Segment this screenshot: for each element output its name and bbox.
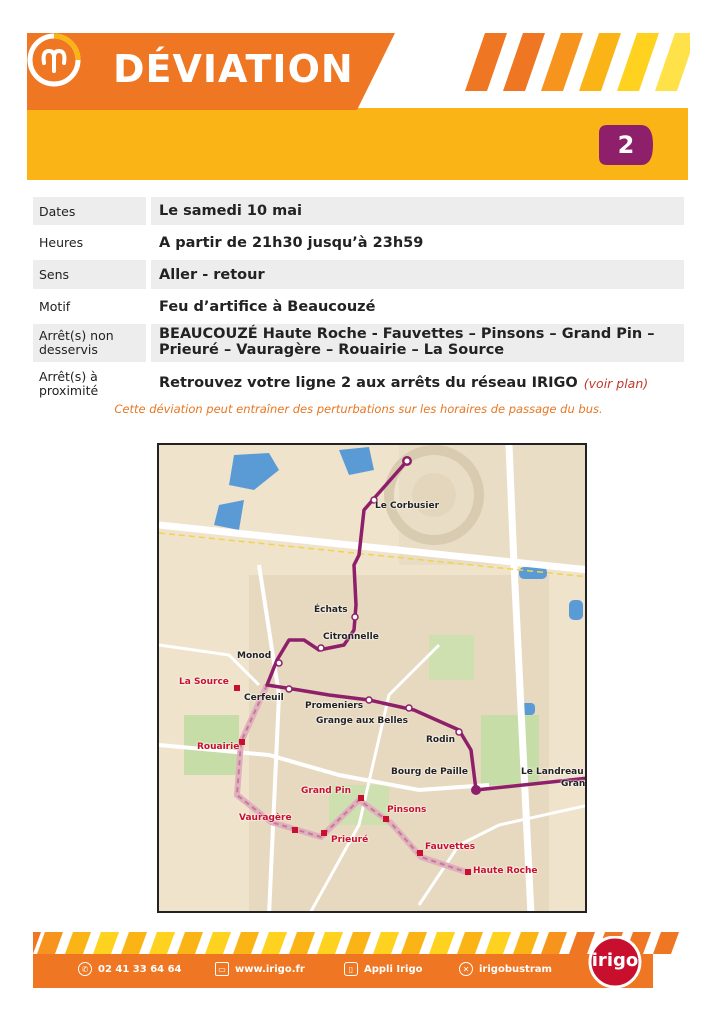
closed-stop-label: Pinsons [387,805,427,815]
info-label: Motif [33,292,146,321]
closed-stop-label: Rouairie [197,742,240,752]
closed-stop-label: Prieuré [331,835,369,845]
info-value-text: Retrouvez votre ligne 2 aux arrêts du réseau IRIGO [159,375,578,392]
monitor-icon: ▭ [215,962,229,976]
stop-label: Bourg de Paille [391,767,468,777]
route-map [157,443,587,913]
footer-phone[interactable] [78,962,182,976]
info-row [33,292,684,321]
stop-label: Cerfeuil [244,693,284,703]
closed-stop-label: La Source [179,677,229,687]
stop-label: Le Landreau [521,767,584,777]
info-label: Sens [33,260,146,289]
info-label: Arrêt(s) à proximité [33,365,146,403]
info-row [33,197,684,225]
title-banner [27,33,395,110]
website: www.irigo.fr [235,963,305,975]
info-label: Dates [33,197,146,225]
footer-web[interactable] [215,962,305,976]
stop-label: Monod [237,651,272,661]
info-label: Heures [33,228,146,257]
footer-social[interactable] [459,962,552,976]
header-stripes [465,33,690,91]
line-number: 2 [617,131,635,159]
closed-stop-label: Fauvettes [425,842,476,852]
info-value: Le samedi 10 mai [151,197,684,225]
app-name: Appli Irigo [364,963,423,975]
info-label: Arrêt(s) non desservis [33,324,146,362]
info-value [151,365,684,403]
info-row [33,324,684,362]
stop-label: Promeniers [305,701,364,711]
closed-stop-label: Grand Pin [301,786,351,796]
closed-stop-label: Vauragère [239,813,292,823]
header-yellow-band [27,108,688,180]
see-map-link[interactable]: (voir plan) [583,376,649,392]
irigo-brand: irigo [591,950,639,971]
phone-number: 02 41 33 64 64 [98,963,182,975]
smartphone-icon: ▯ [344,962,358,976]
stop-label: Rodin [426,735,456,745]
closed-stop-label: Haute Roche [473,866,538,876]
footer [33,932,690,988]
info-value: Feu d’artifice à Beaucouzé [151,292,684,321]
footer-app[interactable] [344,962,423,976]
phone-icon: ✆ [78,962,92,976]
deviation-logo-icon [27,33,81,87]
info-row [33,260,684,289]
page-title: DÉVIATION [113,47,354,91]
info-value: Aller - retour [151,260,684,289]
stop-label: Grange aux Belles [316,716,408,726]
social-handle: irigobustram [479,963,552,975]
info-table [33,197,684,406]
x-social-icon: ✕ [459,962,473,976]
stop-label: Échats [314,605,348,615]
info-row [33,228,684,257]
info-value: BEAUCOUZÉ Haute Roche - Fauvettes – Pinsons – Grand Pin – Prieuré – Vauragère – Rouairie – La Source [151,324,684,362]
stop-label: Le Corbusier [375,501,440,511]
stop-label: Citronnelle [323,632,379,642]
stop-label: Gran [561,779,586,789]
info-row [33,365,684,403]
disruption-notice: Cette déviation peut entraîner des perturbations sur les horaires de passage du bus. [114,402,603,416]
info-value: A partir de 21h30 jusqu’à 23h59 [151,228,684,257]
